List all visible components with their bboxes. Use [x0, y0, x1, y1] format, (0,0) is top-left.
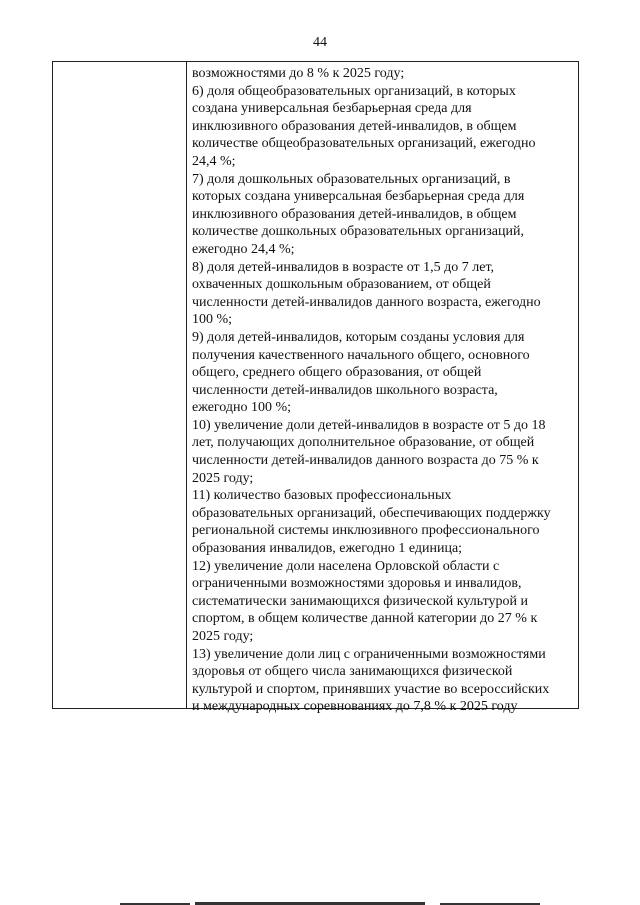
table-text-line: инклюзивного образования детей-инвалидов, в общем [192, 206, 517, 222]
table-text-line: 6) доля общеобразовательных организаций, в которых [192, 83, 516, 99]
table-text-line: охваченных дошкольным образованием, от общей [192, 277, 491, 293]
table-text-line: численности детей-инвалидов данного возраста до 75 % к [192, 453, 539, 469]
table-text-line: 10) увеличение доли детей-инвалидов в возрасте от 5 до 18 [192, 417, 546, 433]
table-text-line: возможностями до 8 % к 2025 году; [192, 66, 405, 81]
table-left-column [53, 62, 187, 708]
table-text-line: 9) доля детей-инвалидов, которым созданы условия для [192, 329, 525, 345]
table-text-line: количестве дошкольных образовательных организаций, [192, 224, 524, 240]
table-text-line: количестве общеобразовательных организаций, ежегодно [192, 136, 536, 152]
table-text-line: 2025 году; [192, 629, 254, 644]
table-text-line: 24,4 %; [192, 153, 236, 169]
table-text-line: которых создана универсальная безбарьерная среда для [192, 189, 525, 205]
table-right-column [187, 62, 578, 715]
table-text-line: ограниченными возможностями здоровья и инвалидов, [192, 576, 522, 592]
table-text-line: систематически занимающихся физической культурой и [192, 593, 529, 609]
page-number: 44 [313, 35, 327, 50]
table-text-line: 100 %; [192, 312, 233, 328]
document-table [52, 61, 579, 715]
table-text-line: образования инвалидов, ежегодно 1 единица; [192, 541, 463, 557]
table-text-line: спортом, в общем количестве данной категории до 27 % к [192, 611, 538, 627]
table-text-line: 11) количество базовых профессиональных [192, 488, 452, 504]
table-text-line: численности детей-инвалидов школьного возраста, [192, 382, 498, 398]
table-text-line: общего, среднего общего образования, от общей [192, 365, 482, 381]
table-text-line: ежегодно 100 %; [192, 400, 292, 416]
table-text-line: 12) увеличение доли населена Орловской области с [192, 558, 500, 574]
table-text-line: создана универсальная безбарьерная среда для [192, 101, 472, 117]
table-text-line: 2025 году; [192, 470, 254, 486]
table-text-line: ежегодно 24,4 %; [192, 241, 295, 257]
table-text-line: культурой и спортом, принявших участие во всероссийских [192, 681, 550, 697]
table-text-line: региональной системы инклюзивного профессионального [192, 523, 540, 539]
table-text-line: лет, получающих дополнительное образование, от общей [192, 435, 535, 451]
table-text-line: и международных соревнованиях до 7,8 % к 2025 году [192, 699, 518, 715]
table-text-line: 8) доля детей-инвалидов в возрасте от 1,5 до 7 лет, [192, 259, 495, 275]
table-text-line: здоровья от общего числа занимающихся физической [192, 664, 513, 680]
table-text-line: образовательных организаций, обеспечивающих поддержку [192, 505, 551, 521]
table-text-line: численности детей-инвалидов данного возраста, ежегодно [192, 294, 541, 310]
table-text-line: 7) доля дошкольных образовательных организаций, в [192, 171, 511, 187]
table-text-line: 13) увеличение доли лиц с ограниченными возможностями [192, 646, 546, 662]
table-text-line: получения качественного начального общего, основного [192, 347, 530, 363]
table-text-line: инклюзивного образования детей-инвалидов, в общем [192, 118, 517, 134]
